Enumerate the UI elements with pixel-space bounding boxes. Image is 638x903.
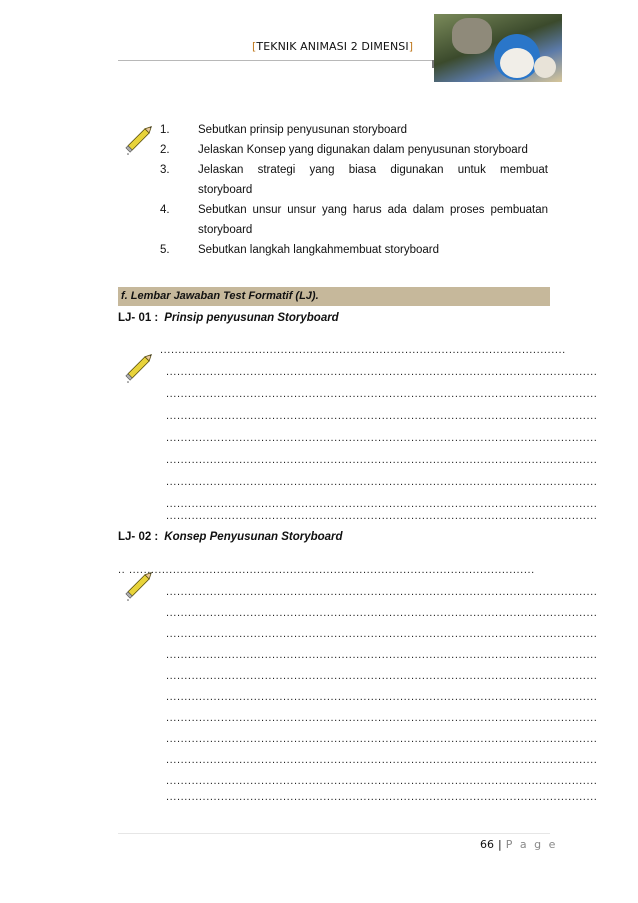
list-item: 3. Jelaskan strategi yang biasa digunakan untuk membuat [160, 164, 548, 176]
footer-separator: | [498, 838, 502, 851]
answer-line[interactable]: ...................................................................................................................... [166, 476, 598, 488]
answer-line[interactable]: .. ............................................................................................................... [118, 564, 535, 576]
header-title: TEKNIK ANIMASI 2 DIMENSI [256, 40, 409, 53]
answer-line[interactable]: ...................................................................................................................... [166, 454, 598, 466]
answer-line[interactable]: ...................................................................................................................... [166, 432, 598, 444]
answer-line[interactable]: ............................................................................................................... [160, 344, 566, 356]
footer-rule [118, 833, 550, 834]
pencil-icon [120, 346, 160, 386]
list-item: 4. Sebutkan unsur unsur yang harus ada dalam proses pembuatan [160, 204, 548, 216]
lj-02-title: LJ- 02 : Konsep Penyusunan Storyboard [118, 531, 343, 543]
lj-01-title: LJ- 01 : Prinsip penyusunan Storyboard [118, 312, 339, 324]
answer-line[interactable]: ...................................................................................................................... [166, 670, 598, 682]
answer-line[interactable]: ...................................................................................................................... [166, 586, 598, 598]
answer-line[interactable]: ...................................................................................................................... [166, 775, 598, 787]
list-item-continuation: storyboard [198, 224, 253, 236]
header-rule-tick [432, 60, 434, 68]
answer-line[interactable]: ...................................................................................................................... [166, 649, 598, 661]
list-item: 2. Jelaskan Konsep yang digunakan dalam penyusunan storyboard [160, 144, 528, 156]
question-list [160, 120, 548, 260]
answer-line[interactable]: ...................................................................................................................... [166, 510, 598, 522]
list-item: 5. Sebutkan langkah langkahmembuat storyboard [160, 244, 440, 256]
header-illustration [434, 14, 562, 82]
pencil-icon [120, 118, 160, 158]
answer-line[interactable]: ...................................................................................................................... [166, 712, 598, 724]
answer-line[interactable]: ...................................................................................................................... [166, 410, 598, 422]
answer-line[interactable]: ...................................................................................................................... [166, 733, 598, 745]
page-number: 66 [480, 838, 494, 851]
section-heading: f. Lembar Jawaban Test Formatif (LJ). [118, 287, 550, 306]
answer-line[interactable]: ...................................................................................................................... [166, 498, 598, 510]
answer-line[interactable]: ...................................................................................................................... [166, 607, 598, 619]
answer-line[interactable]: ...................................................................................................................... [166, 691, 598, 703]
list-item: 1. Sebutkan prinsip penyusunan storyboard [160, 124, 408, 136]
page-footer [480, 838, 557, 851]
answer-line[interactable]: ...................................................................................................................... [166, 366, 598, 378]
page-label: P a g e [505, 838, 558, 851]
answer-line[interactable]: ...................................................................................................................... [166, 388, 598, 400]
answer-line[interactable]: ...................................................................................................................... [166, 791, 598, 803]
answer-line[interactable]: ...................................................................................................................... [166, 628, 598, 640]
list-item-continuation: storyboard [198, 184, 253, 196]
header-bracket-close: ] [408, 40, 414, 53]
running-header [252, 40, 413, 53]
header-bracket-open: [ [252, 40, 257, 53]
header-rule [118, 60, 432, 61]
answer-line[interactable]: ...................................................................................................................... [166, 754, 598, 766]
